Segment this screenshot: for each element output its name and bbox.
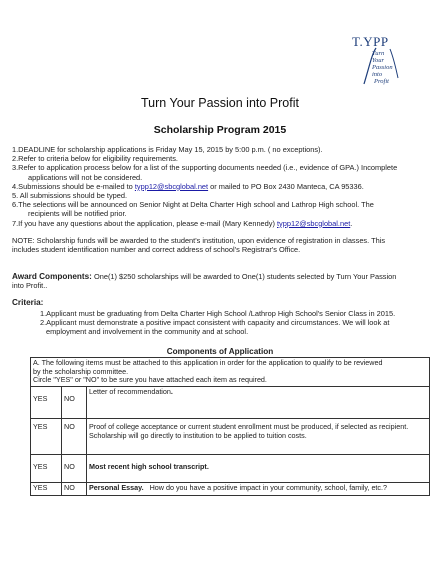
instruction-3-cont: applications will not be considered. bbox=[28, 172, 143, 182]
item-text: . bbox=[170, 387, 173, 396]
instruction-6: 6.The selections will be announced on Senior Night at Delta Charter High school and Lathrop High school. The bbox=[12, 200, 374, 210]
item-bold-text: Letter of recommendation bbox=[89, 387, 171, 396]
logo-tag-3: Passion bbox=[372, 64, 393, 71]
logo-tag-1: Turn bbox=[372, 50, 385, 57]
email-link[interactable]: typp12@sbcglobal.net bbox=[134, 181, 209, 191]
item-bold-text: Personal Essay. bbox=[89, 483, 144, 492]
table-row bbox=[31, 419, 430, 455]
yes-option[interactable]: YES bbox=[31, 455, 62, 483]
item-description bbox=[87, 483, 430, 496]
table-row bbox=[31, 387, 430, 419]
item-description bbox=[87, 455, 430, 483]
item-description bbox=[87, 419, 430, 455]
logo-tag-5: Profit bbox=[374, 78, 389, 85]
criteria-1: 1.Applicant must be graduating from Delta Charter High School /Lathrop High School's Senior Class in 2015. bbox=[40, 309, 396, 318]
instruction-2: 2.Refer to criteria below for eligibility requirements. bbox=[12, 154, 178, 164]
instruction-5: 5. All submissions should be typed. bbox=[12, 191, 128, 201]
award-line-1 bbox=[12, 272, 430, 281]
logo-brand: T.YPP bbox=[352, 34, 389, 49]
instructions-list bbox=[12, 145, 432, 228]
instruction-7-post: . bbox=[350, 218, 353, 228]
note-line-2: includes student identification number and correct address of school's Registrar's Office. bbox=[12, 245, 301, 255]
contact-email-link[interactable]: typp12@sbcglobal.net bbox=[277, 218, 351, 228]
intro-line-1: A. The following items must be attached to this application in order for the application to qualify to be reviewed bbox=[33, 358, 383, 367]
logo-tag-4: into bbox=[372, 71, 383, 78]
award-text: One(1) $250 scholarships will be awarded to One(1) students selected by Turn Your Passion bbox=[91, 272, 397, 281]
note-block bbox=[12, 236, 430, 254]
yes-option[interactable]: YES bbox=[31, 387, 62, 419]
instruction-4-post: or mailed to PO Box 2430 Manteca, CA 95336. bbox=[208, 181, 364, 191]
item-text: How do you have a positive impact in your community, school, family, etc.? bbox=[143, 483, 388, 492]
award-line-2: into Profit.. bbox=[12, 281, 48, 291]
logo-tag-2: Your bbox=[372, 57, 385, 64]
no-option[interactable]: NO bbox=[62, 483, 87, 496]
instruction-1: 1.DEADLINE for scholarship applications is Friday May 15, 2015 by 5:00 p.m. ( no exceptions). bbox=[12, 145, 323, 154]
components-heading: Components of Application bbox=[166, 347, 274, 356]
instruction-7 bbox=[12, 219, 432, 228]
instruction-4 bbox=[12, 182, 432, 191]
page-title: Turn Your Passion into Profit bbox=[141, 96, 299, 110]
award-block bbox=[12, 272, 430, 290]
instruction-7-pre: 7.If you have any questions about the application, please e-mail (Mary Kennedy) bbox=[12, 218, 277, 228]
no-option[interactable]: NO bbox=[62, 387, 87, 419]
item-bold-text: Most recent high school transcript bbox=[89, 462, 207, 471]
note-line-1: NOTE: Scholarship funds will be awarded to the student's institution, upon evidence of registration in classes. This bbox=[12, 236, 386, 245]
criteria-heading: Criteria: bbox=[12, 298, 44, 307]
table-row bbox=[31, 483, 430, 496]
criteria-2: 2.Applicant must demonstrate a positive impact consistent with capacity and circumstances. We will look at bbox=[40, 318, 390, 328]
components-table bbox=[30, 357, 430, 496]
item-description bbox=[87, 387, 430, 419]
item-text: Proof of college acceptance or current student enrollment must be produced, if selected as recipient. Scholarship will go directly to institution to be applied to tuition costs. bbox=[89, 422, 409, 440]
no-option[interactable]: NO bbox=[62, 419, 87, 455]
criteria-list bbox=[40, 309, 432, 337]
typp-logo bbox=[350, 34, 410, 92]
table-row bbox=[31, 455, 430, 483]
award-label: Award Components: bbox=[12, 272, 92, 281]
instruction-4-pre: 4.Submissions should be e-mailed to bbox=[12, 181, 135, 191]
criteria-2-cont: employment and involvement in the community and at school. bbox=[46, 327, 249, 337]
instruction-3: 3.Refer to application process below for a list of the supporting documents needed (i.e., evidence of GPA.) Incomplete bbox=[12, 163, 398, 173]
components-intro-cell bbox=[31, 358, 430, 387]
yes-option[interactable]: YES bbox=[31, 483, 62, 496]
item-text: . bbox=[206, 462, 209, 471]
instruction-6-cont: recipients will be notified prior. bbox=[28, 209, 127, 219]
components-intro-row bbox=[31, 358, 430, 387]
intro-line-3: Circle "YES" or "NO" to be sure you have attached each item as required. bbox=[33, 375, 267, 384]
yes-option[interactable]: YES bbox=[31, 419, 62, 455]
page-subtitle: Scholarship Program 2015 bbox=[153, 124, 287, 136]
intro-line-2: by the scholarship committee. bbox=[33, 366, 129, 376]
no-option[interactable]: NO bbox=[62, 455, 87, 483]
